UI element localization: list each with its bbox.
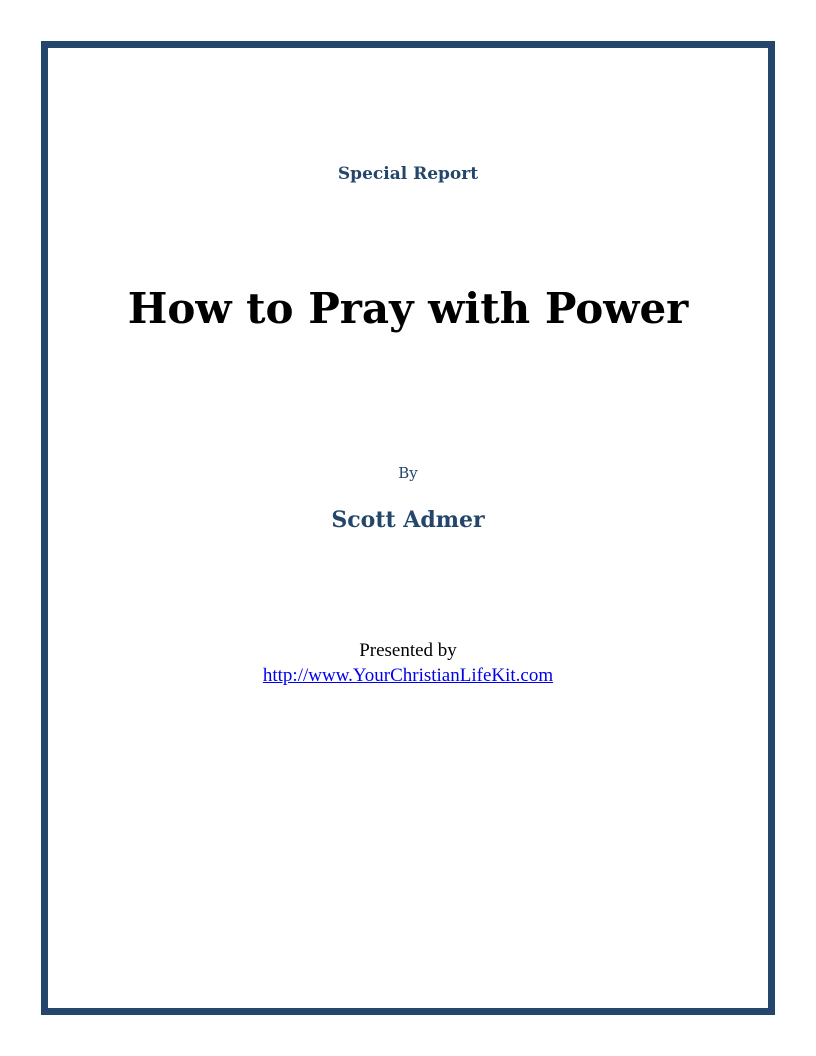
byline-label: By: [398, 464, 418, 482]
cover-page-border: [41, 41, 775, 1015]
presented-by-label: Presented by: [359, 640, 457, 661]
report-title: How to Pray with Power: [127, 284, 689, 333]
author-name: Scott Admer: [331, 507, 485, 533]
report-subtitle: Special Report: [337, 164, 479, 184]
website-link[interactable]: http://www.YourChristianLifeKit.com: [262, 665, 554, 686]
